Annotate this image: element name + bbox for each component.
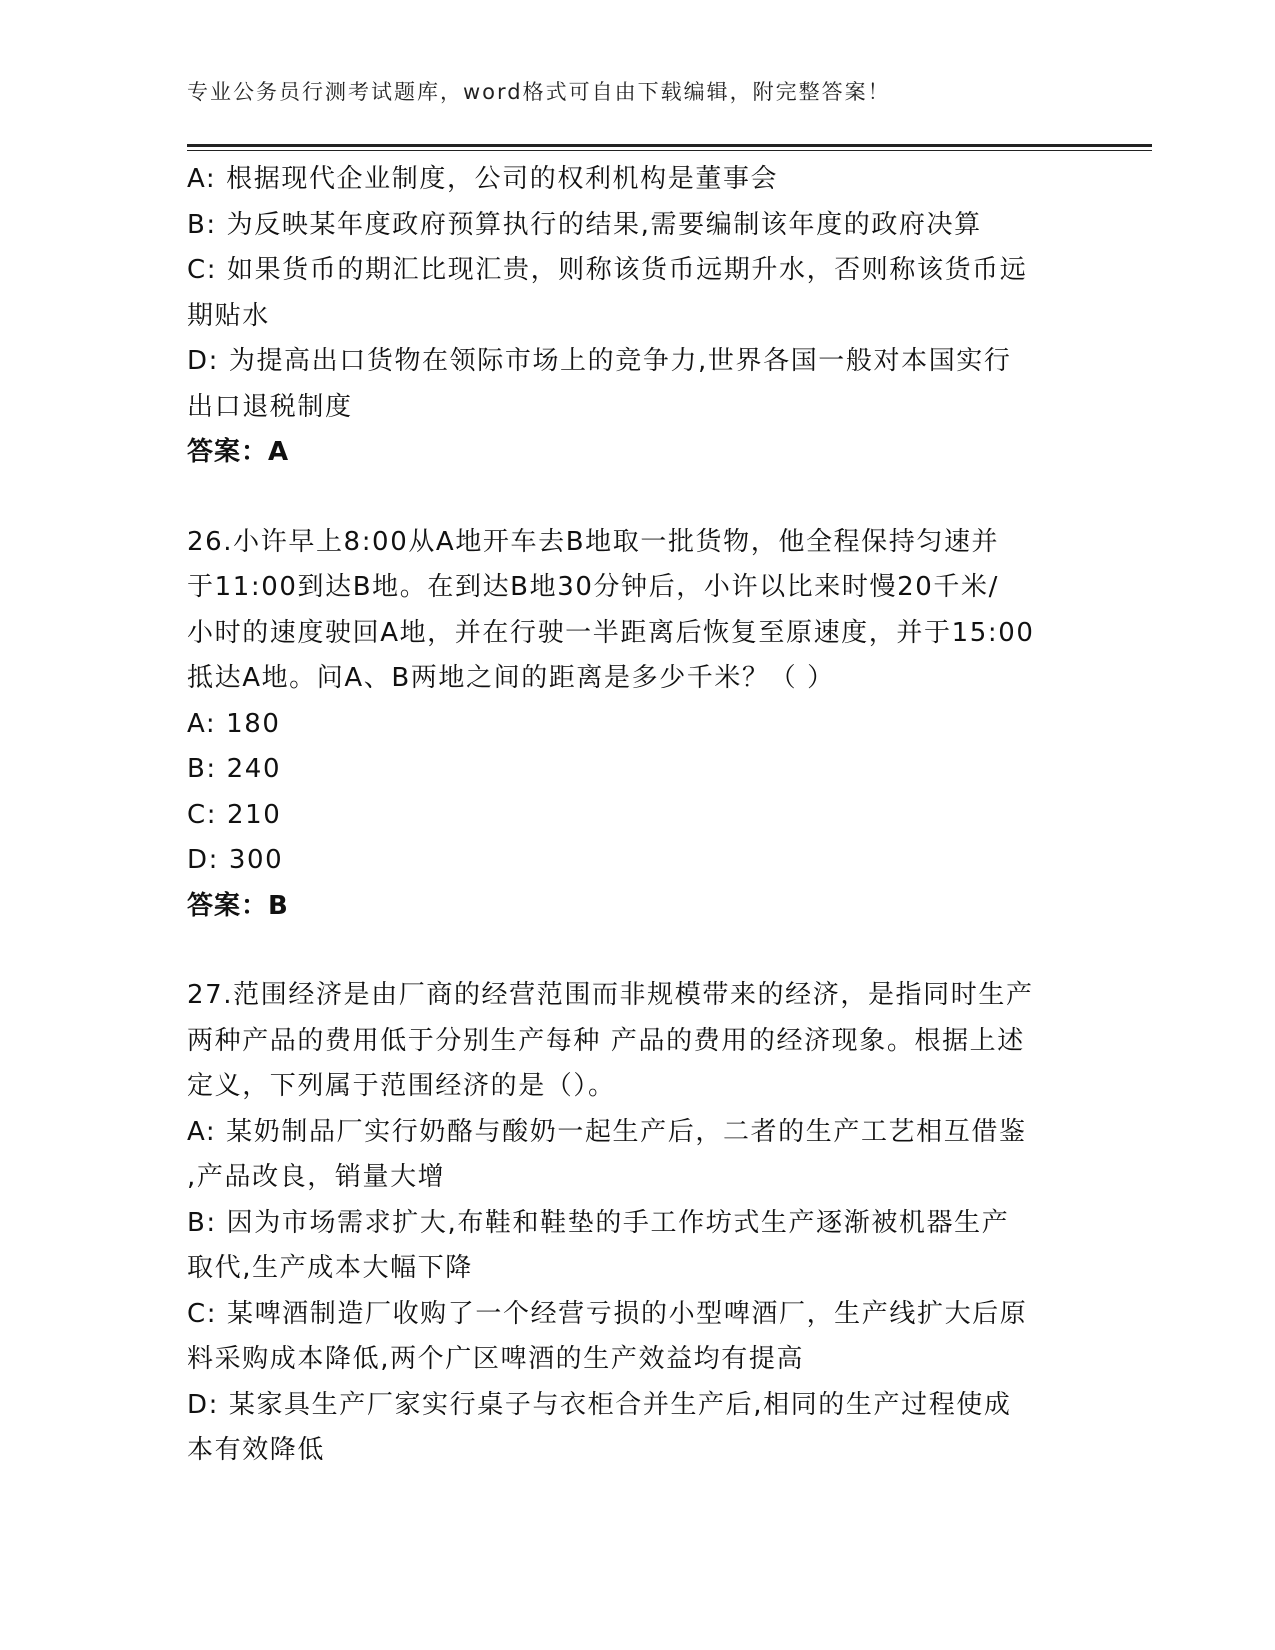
- answer-text: 答案：B: [187, 890, 289, 921]
- option-line: 取代,生产成本大幅下降: [187, 1253, 473, 1283]
- question-25-block: [187, 157, 1087, 476]
- option-line: A: 某奶制品厂实行奶酪与酸奶一起生产后，二者的生产工艺相互借鉴: [187, 1116, 1027, 1147]
- option-line: 料采购成本降低,两个广区啤酒的生产效益均有提高: [187, 1344, 805, 1374]
- option-line: B: 240: [187, 754, 282, 784]
- option-line: C: 某啤酒制造厂收购了一个经营亏损的小型啤酒厂，生产线扩大后原: [187, 1298, 1028, 1329]
- option-line: D: 300: [187, 845, 284, 875]
- option-line: C: 210: [187, 799, 282, 830]
- option-line: D: 为提高出口货物在领际市场上的竞争力,世界各国一般对本国实行: [187, 346, 1012, 376]
- question-27-block: [187, 973, 1087, 1474]
- option-line: A: 根据现代企业制度，公司的权利机构是董事会: [187, 164, 779, 194]
- option-line: C: 如果货币的期汇比现汇贵，则称该货币远期升水，否则称该货币远: [187, 255, 1028, 285]
- option-line: B: 因为市场需求扩大,布鞋和鞋垫的手工作坊式生产逐渐被机器生产: [187, 1207, 1010, 1238]
- option-line: B: 为反映某年度政府预算执行的结果,需要编制该年度的政府决算: [187, 209, 982, 240]
- question-stem-line: 小时的速度驶回A地，并在行驶一半距离后恢复至原速度，并于15:00: [187, 617, 1035, 648]
- header-rule-thick: [187, 144, 1152, 147]
- option-line: 期贴水: [187, 300, 270, 331]
- option-line: D: 某家具生产厂家实行桌子与衣柜合并生产后,相同的生产过程使成: [187, 1389, 1012, 1420]
- answer-text: 答案：A: [187, 437, 290, 467]
- spacer: [187, 929, 1087, 973]
- question-26-block: [187, 520, 1087, 930]
- spacer: [187, 476, 1087, 520]
- option-line: ,产品改良，销量大增: [187, 1162, 446, 1192]
- option-line: A: 180: [187, 708, 281, 739]
- page-content: [187, 157, 1087, 1474]
- header-rule-thin: [187, 150, 1152, 151]
- question-stem-line: 定义，下列属于范围经济的是（）。: [187, 1071, 616, 1101]
- question-stem-line: 于11:00到达B地。在到达B地30分钟后，小许以比来时慢20千米/: [187, 572, 999, 602]
- option-line: 出口退税制度: [187, 391, 353, 422]
- question-stem-line: 两种产品的费用低于分别生产每种 产品的费用的经济现象。根据上述: [187, 1025, 1025, 1056]
- page-header: 专业公务员行测考试题库，word格式可自由下载编辑，附完整答案！: [187, 80, 891, 104]
- option-line: 本有效降低: [187, 1435, 326, 1465]
- question-stem-line: 27.范围经济是由厂商的经营范围而非规模带来的经济，是指同时生产: [187, 980, 1034, 1010]
- question-stem-line: 抵达A地。问A、B两地之间的距离是多少千米？（ ）: [187, 663, 835, 693]
- question-stem-line: 26.小许早上8:00从A地开车去B地取一批货物，他全程保持匀速并: [187, 526, 1000, 557]
